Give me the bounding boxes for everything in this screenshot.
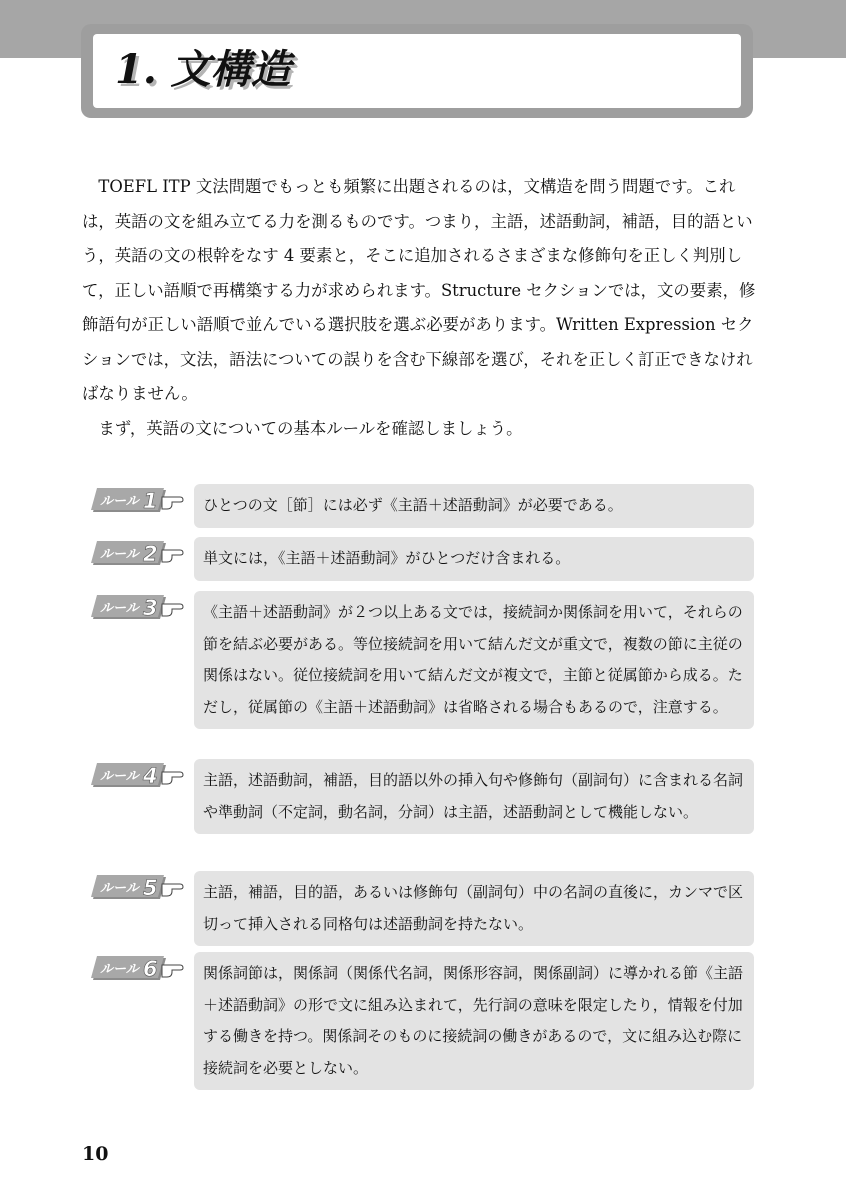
rule-tag-4 [90,759,186,793]
rule-label: ルール [100,769,139,784]
rule-text-box: 単文には，《主語＋述語動詞》がひとつだけ含まれる。 [194,537,754,581]
rule-text-box: 関係詞節は，関係詞（関係代名詞，関係形容詞，関係副詞）に導かれる節《主語＋述語動詞》の形で文に組み込まれて，先行詞の意味を限定したり，情報を付加する働きを持つ。関係詞そのものに接続詞の働きがあるので，文に組み込む際に接続詞を必要としない。 [194,952,754,1090]
rule-label: ルール [100,494,139,509]
rule-number: 3 [143,596,158,620]
rule-tag-6 [90,952,186,986]
intro-paragraph: まず，英語の文についての基本ルールを確認しましょう。 [98,418,523,438]
chapter-title: 1. 文構造 [115,46,291,93]
chapter-title-inner [93,34,741,108]
intro-paragraph: TOEFL ITP 文法問題でもっとも頻繁に出題されるのは，文構造を問う問題です。これは，英語の文を組み立てる力を測るものです。つまり，主語，述語動詞，補語，目的語という，英語の文の根幹をなす 4 要素と，そこに追加されるさまざまな修飾句を正しく判別して，正しい語順で再構築する力が求められます。Structure セクションでは，文の要素，修飾語句が正しい語順で並んでいる選択肢を選ぶ必要があります。Written Expression セクションでは，文法，語法についての誤りを含む下線部を選び，それを正しく訂正できなければなりません。 [82,177,756,403]
rule-text-box: 主語，述語動詞，補語，目的語以外の挿入句や修飾句（副詞句）に含まれる名詞や準動詞（不定詞，動名詞，分詞）は主語，述語動詞として機能しない。 [194,759,754,834]
rule-text-box: 主語，補語，目的語，あるいは修飾句（副詞句）中の名詞の直後に，カンマで区切って挿入される同格句は述語動詞を持たない。 [194,871,754,946]
rule-tag-3 [90,591,186,625]
rule-number: 5 [143,876,158,900]
rule-number: 6 [143,957,158,981]
chapter-title-frame [81,24,753,118]
pointing-hand-icon [162,604,183,616]
rule-text-box: ひとつの文［節］には必ず《主語＋述語動詞》が必要である。 [194,484,754,528]
pointing-hand-icon [162,965,183,977]
rule-tag-1 [90,484,186,518]
rule-number: 1 [143,489,158,513]
pointing-hand-icon [162,884,183,896]
rule-number: 4 [143,764,158,788]
rule-number: 2 [143,542,158,566]
rule-tag-2 [90,537,186,571]
intro-text [82,170,758,446]
rule-label: ルール [100,881,139,896]
pointing-hand-icon [162,772,183,784]
rule-label: ルール [100,601,139,616]
pointing-hand-icon [162,497,183,509]
pointing-hand-icon [162,550,183,562]
rule-text-box: 《主語＋述語動詞》が２つ以上ある文では，接続詞か関係詞を用いて，それらの節を結ぶ必要がある。等位接続詞を用いて結んだ文が重文で，複数の節に主従の関係はない。従位接続詞を用いて結んだ文が複文で，主節と従属節から成る。ただし，従属節の《主語＋述語動詞》は省略される場合もあるので，注意する。 [194,591,754,729]
rule-label: ルール [100,547,139,562]
rule-label: ルール [100,962,139,977]
page-number: 10 [82,1143,109,1165]
rule-tag-5 [90,871,186,905]
